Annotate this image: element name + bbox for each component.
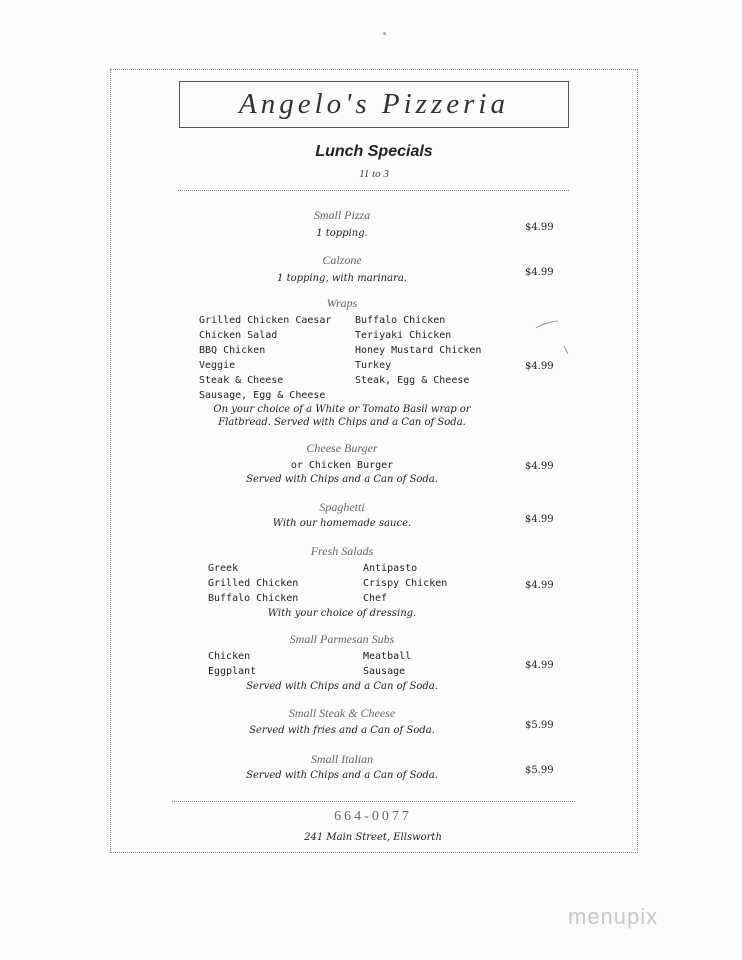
section-cheese-burger-price: $4.99	[525, 461, 554, 472]
wrap-item: Honey Mustard Chicken	[355, 345, 482, 356]
salad-item: Antipasto	[363, 563, 418, 574]
salad-item: Grilled Chicken	[208, 578, 299, 589]
section-fresh-salads-title: Fresh Salads	[310, 544, 374, 558]
section-spaghetti-price: $4.99	[525, 514, 554, 525]
section-steak-cheese-desc: Served with fries and a Can of Soda.	[249, 725, 435, 736]
salad-item: Greek	[208, 563, 239, 574]
menu-heading: Lunch Specials	[315, 143, 433, 160]
section-cheese-burger-title: Cheese Burger	[306, 441, 378, 455]
address: 241 Main Street, Ellsworth	[304, 832, 442, 843]
scan-dot	[383, 32, 386, 35]
section-calzone-title: Calzone	[322, 253, 362, 267]
restaurant-title-box	[179, 81, 569, 128]
wrap-item: Steak & Cheese	[199, 375, 284, 386]
section-cheese-burger-desc: Served with Chips and a Can of Soda.	[246, 474, 438, 485]
sub-item: Meatball	[363, 651, 412, 662]
scan-mark-icon	[534, 316, 574, 356]
section-calzone-price: $4.99	[525, 267, 554, 278]
section-italian-desc: Served with Chips and a Can of Soda.	[246, 770, 438, 781]
header-divider	[178, 190, 569, 191]
salad-item: Chef	[363, 593, 388, 604]
section-small-pizza-price: $4.99	[525, 222, 554, 233]
restaurant-name: Angelo's Pizzeria	[239, 88, 509, 120]
section-cheese-burger-line: or Chicken Burger	[290, 460, 394, 471]
section-fresh-salads-price: $4.99	[525, 580, 554, 591]
section-steak-cheese-title: Small Steak & Cheese	[288, 706, 396, 720]
salad-item: Buffalo Chicken	[208, 593, 299, 604]
wrap-item: Steak, Egg & Cheese	[355, 375, 470, 386]
section-parmesan-subs-note: Served with Chips and a Can of Soda.	[246, 681, 438, 692]
menu-hours: 11 to 3	[359, 168, 389, 180]
section-italian-price: $5.99	[525, 765, 554, 776]
wrap-item: Sausage, Egg & Cheese	[199, 390, 326, 401]
section-small-pizza-title: Small Pizza	[313, 208, 371, 222]
wrap-item: Buffalo Chicken	[355, 315, 446, 326]
salad-item: Crispy Chicken	[363, 578, 448, 589]
menupix-watermark: menupix	[568, 904, 659, 929]
wrap-item: Chicken Salad	[199, 330, 278, 341]
wrap-item: Teriyaki Chicken	[355, 330, 452, 341]
section-parmesan-subs-title: Small Parmesan Subs	[289, 632, 395, 646]
section-steak-cheese-price: $5.99	[525, 720, 554, 731]
section-calzone-desc: 1 topping, with marinara.	[277, 273, 407, 284]
wrap-item: Grilled Chicken Caesar	[199, 315, 332, 326]
section-italian-title: Small Italian	[310, 752, 374, 766]
footer-divider	[172, 801, 575, 802]
section-small-pizza-desc: 1 topping.	[316, 228, 368, 239]
section-fresh-salads-note: With your choice of dressing.	[267, 608, 417, 619]
wrap-item: Veggie	[199, 360, 236, 371]
section-wraps-note: Flatbread. Served with Chips and a Can of Soda.	[218, 417, 466, 428]
sub-item: Chicken	[208, 651, 251, 662]
sub-item: Eggplant	[208, 666, 257, 677]
section-spaghetti-desc: With our homemade sauce.	[272, 518, 412, 529]
wrap-item: BBQ Chicken	[199, 345, 266, 356]
wrap-item: Turkey	[355, 360, 392, 371]
sub-item: Sausage	[363, 666, 406, 677]
section-wraps-price: $4.99	[525, 361, 554, 372]
section-wraps-note: On your choice of a White or Tomato Basil wrap or	[213, 404, 471, 415]
phone-number: 664-0077	[334, 809, 412, 824]
section-wraps-title: Wraps	[326, 296, 358, 310]
section-parmesan-subs-price: $4.99	[525, 660, 554, 671]
section-spaghetti-title: Spaghetti	[319, 500, 365, 514]
